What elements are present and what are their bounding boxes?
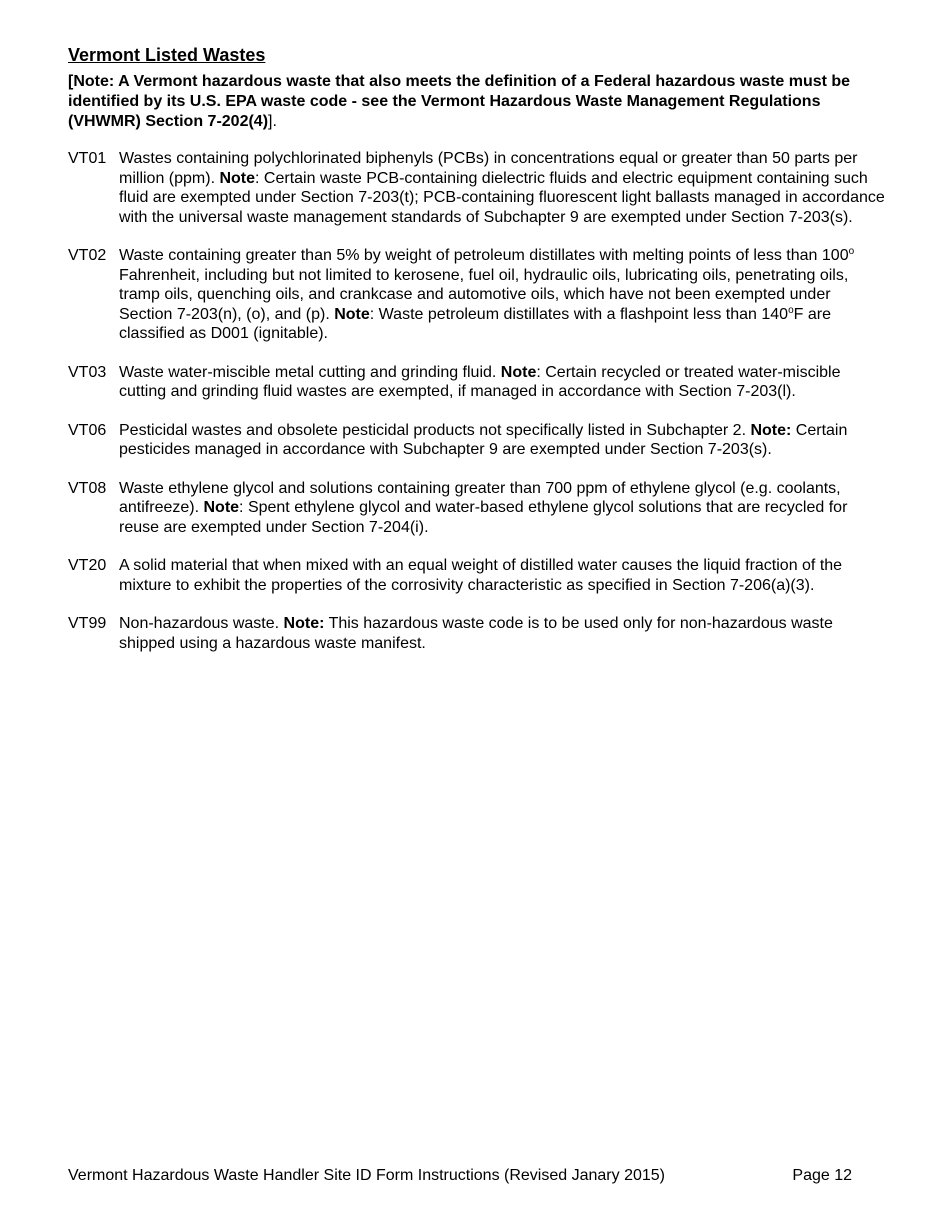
waste-code-entry-vt08 (68, 479, 888, 538)
description-text: Fahrenheit, including but not limited to kerosene, fuel oil, hydraulic oils, lubricating oils, penetrating oils, tramp oils, quenching oils, and crankcase and automotive oils, which have not been exempted under Section 7-203(n), (o), and (p). (119, 266, 849, 323)
waste-code: VT20 (68, 557, 107, 574)
waste-code-description (119, 363, 888, 402)
description-text: Waste ethylene glycol and solutions containing greater than 700 ppm of ethylene glycol (e.g. coolants, antifreeze). (119, 479, 841, 516)
waste-code-entry-vt99 (68, 614, 888, 653)
waste-code: VT08 (68, 479, 107, 497)
page-number: Page 12 (792, 1167, 852, 1184)
note-label: Note (500, 363, 537, 381)
description-note-text: : Spent ethylene glycol and water-based ethylene glycol solutions that are recycled for reuse are exempted under Section 7-204(i). (119, 499, 848, 536)
degree-superscript: o (788, 304, 794, 316)
waste-code-description (119, 149, 888, 227)
note-label: Note: (750, 421, 792, 439)
waste-code-description (119, 479, 888, 538)
waste-code-description (119, 246, 888, 344)
note-label: Note (203, 499, 240, 516)
footer-document-title: Vermont Hazardous Waste Handler Site ID Form Instructions (Revised Janary 2015) (68, 1167, 665, 1184)
waste-code: VT99 (68, 615, 107, 632)
description-text: Waste containing greater than 5% by weight of petroleum distillates with melting points of less than 100 (119, 247, 849, 264)
note-label: Note (219, 169, 256, 187)
waste-code-description: A solid material that when mixed with an equal weight of distilled water causes the liquid fraction of the mixture to exhibit the properties of the corrosivity characteristic as specified in Section 7-206(a)(3). (119, 557, 843, 594)
description-note-text: Certain pesticides managed in accordance with Subchapter 9 are exempted under Section 7-203(s). (119, 421, 848, 458)
degree-superscript: o (848, 246, 855, 257)
page-title: Vermont Listed Wastes (68, 45, 266, 65)
description-text: Pesticidal wastes and obsolete pesticidal products not specifically listed in Subchapter 2. (119, 421, 751, 439)
description-text: Waste water-miscible metal cutting and grinding fluid. (119, 363, 501, 381)
description-note-text: F are classified as D001 (ignitable). (119, 305, 831, 342)
description-note-text: : Certain recycled or treated water-miscible cutting and grinding fluid wastes are exempted, if managed in accordance with Section 7-203(l). (119, 363, 841, 400)
waste-code: VT03 (68, 363, 107, 381)
waste-code: VT02 (68, 247, 107, 264)
waste-code-entry-vt06 (68, 421, 888, 460)
note-main-text: [Note: A Vermont hazardous waste that also meets the definition of a Federal hazardous waste must be identified by its U.S. EPA waste code - see the Vermont Hazardous Waste Management Regulations (VHWMR) Section 7-202(4) (68, 73, 851, 130)
description-note-text: This hazardous waste code is to be used only for non-hazardous waste shipped using a hazardous waste manifest. (119, 615, 833, 652)
waste-code: VT01 (68, 150, 107, 167)
federal-code-note (68, 72, 888, 132)
waste-code-description (119, 614, 888, 653)
description-text: Non-hazardous waste. (119, 615, 284, 632)
waste-code-entry-vt01 (68, 149, 888, 227)
page-footer (68, 1166, 852, 1186)
waste-code-entry-vt02 (68, 246, 888, 344)
waste-code-entry-vt03 (68, 363, 888, 402)
waste-code: VT06 (68, 421, 107, 439)
note-label: Note (334, 305, 370, 323)
description-note-text: : Certain waste PCB-containing dielectric fluids and electric equipment containing such fluid are exempted under Section 7-203(t); PCB-containing fluorescent light ballasts managed in accordance with the universal waste management standards of Subchapter 9 are exempted under Section 7-203(s). (119, 169, 885, 226)
note-tail-text: ]. (268, 113, 277, 130)
description-note-text: : Waste petroleum distillates with a flashpoint less than 140 (369, 305, 789, 323)
document-body (68, 44, 888, 672)
description-text: Wastes containing polychlorinated biphenyls (PCBs) in concentrations equal or greater than 50 parts per million (ppm). (119, 150, 858, 187)
waste-code-entry-vt20 (68, 556, 888, 595)
note-label: Note: (283, 615, 325, 632)
waste-code-description (119, 421, 888, 460)
